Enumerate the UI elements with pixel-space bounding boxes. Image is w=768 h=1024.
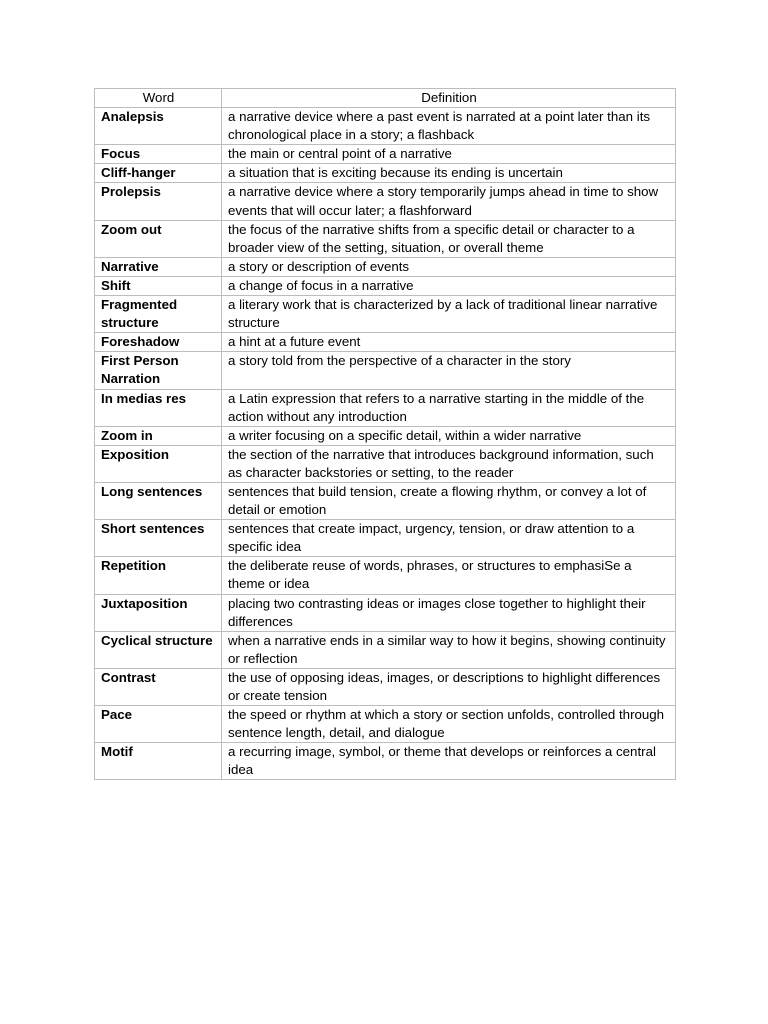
- definition-cell: a story told from the perspective of a character in the story: [222, 352, 676, 389]
- definition-cell: a hint at a future event: [222, 333, 676, 352]
- definition-column-header: Definition: [222, 89, 676, 108]
- term-cell: Contrast: [95, 668, 222, 705]
- definition-cell: a situation that is exciting because its ending is uncertain: [222, 164, 676, 183]
- glossary-table: [94, 88, 676, 780]
- table-row: [95, 743, 676, 780]
- term-cell: Zoom in: [95, 426, 222, 445]
- header-row: [95, 89, 676, 108]
- definition-cell: the deliberate reuse of words, phrases, or structures to emphasiSe a theme or idea: [222, 557, 676, 594]
- definition-cell: a narrative device where a story temporarily jumps ahead in time to show events that will occur later; a flashforward: [222, 183, 676, 220]
- definition-cell: a recurring image, symbol, or theme that develops or reinforces a central idea: [222, 743, 676, 780]
- definition-cell: a narrative device where a past event is narrated at a point later than its chronological place in a story; a flashback: [222, 108, 676, 145]
- definition-cell: a change of focus in a narrative: [222, 276, 676, 295]
- definition-cell: the use of opposing ideas, images, or descriptions to highlight differences or create tension: [222, 668, 676, 705]
- definition-cell: a literary work that is characterized by a lack of traditional linear narrative structure: [222, 296, 676, 333]
- table-row: [95, 257, 676, 276]
- table-row: [95, 482, 676, 519]
- term-cell: Motif: [95, 743, 222, 780]
- term-cell: First Person Narration: [95, 352, 222, 389]
- table-row: [95, 631, 676, 668]
- table-row: [95, 296, 676, 333]
- term-cell: Long sentences: [95, 482, 222, 519]
- table-row: [95, 557, 676, 594]
- term-cell: Foreshadow: [95, 333, 222, 352]
- term-cell: Cyclical structure: [95, 631, 222, 668]
- table-row: [95, 520, 676, 557]
- table-row: [95, 183, 676, 220]
- definition-cell: a writer focusing on a specific detail, within a wider narrative: [222, 426, 676, 445]
- definition-cell: a story or description of events: [222, 257, 676, 276]
- table-row: [95, 220, 676, 257]
- table-row: [95, 706, 676, 743]
- table-row: [95, 145, 676, 164]
- definition-cell: sentences that build tension, create a flowing rhythm, or convey a lot of detail or emotion: [222, 482, 676, 519]
- term-cell: Exposition: [95, 445, 222, 482]
- term-cell: Zoom out: [95, 220, 222, 257]
- definition-cell: the focus of the narrative shifts from a specific detail or character to a broader view of the setting, situation, or overall theme: [222, 220, 676, 257]
- term-cell: Cliff-hanger: [95, 164, 222, 183]
- definition-cell: the section of the narrative that introduces background information, such as character backstories or setting, to the reader: [222, 445, 676, 482]
- term-cell: Short sentences: [95, 520, 222, 557]
- table-row: [95, 594, 676, 631]
- table-row: [95, 164, 676, 183]
- term-cell: Fragmented structure: [95, 296, 222, 333]
- term-cell: Shift: [95, 276, 222, 295]
- word-column-header: Word: [95, 89, 222, 108]
- definition-cell: sentences that create impact, urgency, tension, or draw attention to a specific idea: [222, 520, 676, 557]
- table-row: [95, 276, 676, 295]
- definition-cell: the speed or rhythm at which a story or section unfolds, controlled through sentence length, detail, and dialogue: [222, 706, 676, 743]
- table-row: [95, 333, 676, 352]
- term-cell: Juxtaposition: [95, 594, 222, 631]
- term-cell: Prolepsis: [95, 183, 222, 220]
- definition-cell: when a narrative ends in a similar way to how it begins, showing continuity or reflection: [222, 631, 676, 668]
- table-row: [95, 668, 676, 705]
- definition-cell: placing two contrasting ideas or images close together to highlight their differences: [222, 594, 676, 631]
- table-header: [95, 89, 676, 108]
- term-cell: Repetition: [95, 557, 222, 594]
- definition-cell: the main or central point of a narrative: [222, 145, 676, 164]
- table-row: [95, 445, 676, 482]
- term-cell: Narrative: [95, 257, 222, 276]
- table-row: [95, 389, 676, 426]
- table-row: [95, 352, 676, 389]
- term-cell: Analepsis: [95, 108, 222, 145]
- table-row: [95, 426, 676, 445]
- table-row: [95, 108, 676, 145]
- term-cell: Focus: [95, 145, 222, 164]
- term-cell: Pace: [95, 706, 222, 743]
- definition-cell: a Latin expression that refers to a narrative starting in the middle of the action without any introduction: [222, 389, 676, 426]
- table-body: [95, 108, 676, 780]
- term-cell: In medias res: [95, 389, 222, 426]
